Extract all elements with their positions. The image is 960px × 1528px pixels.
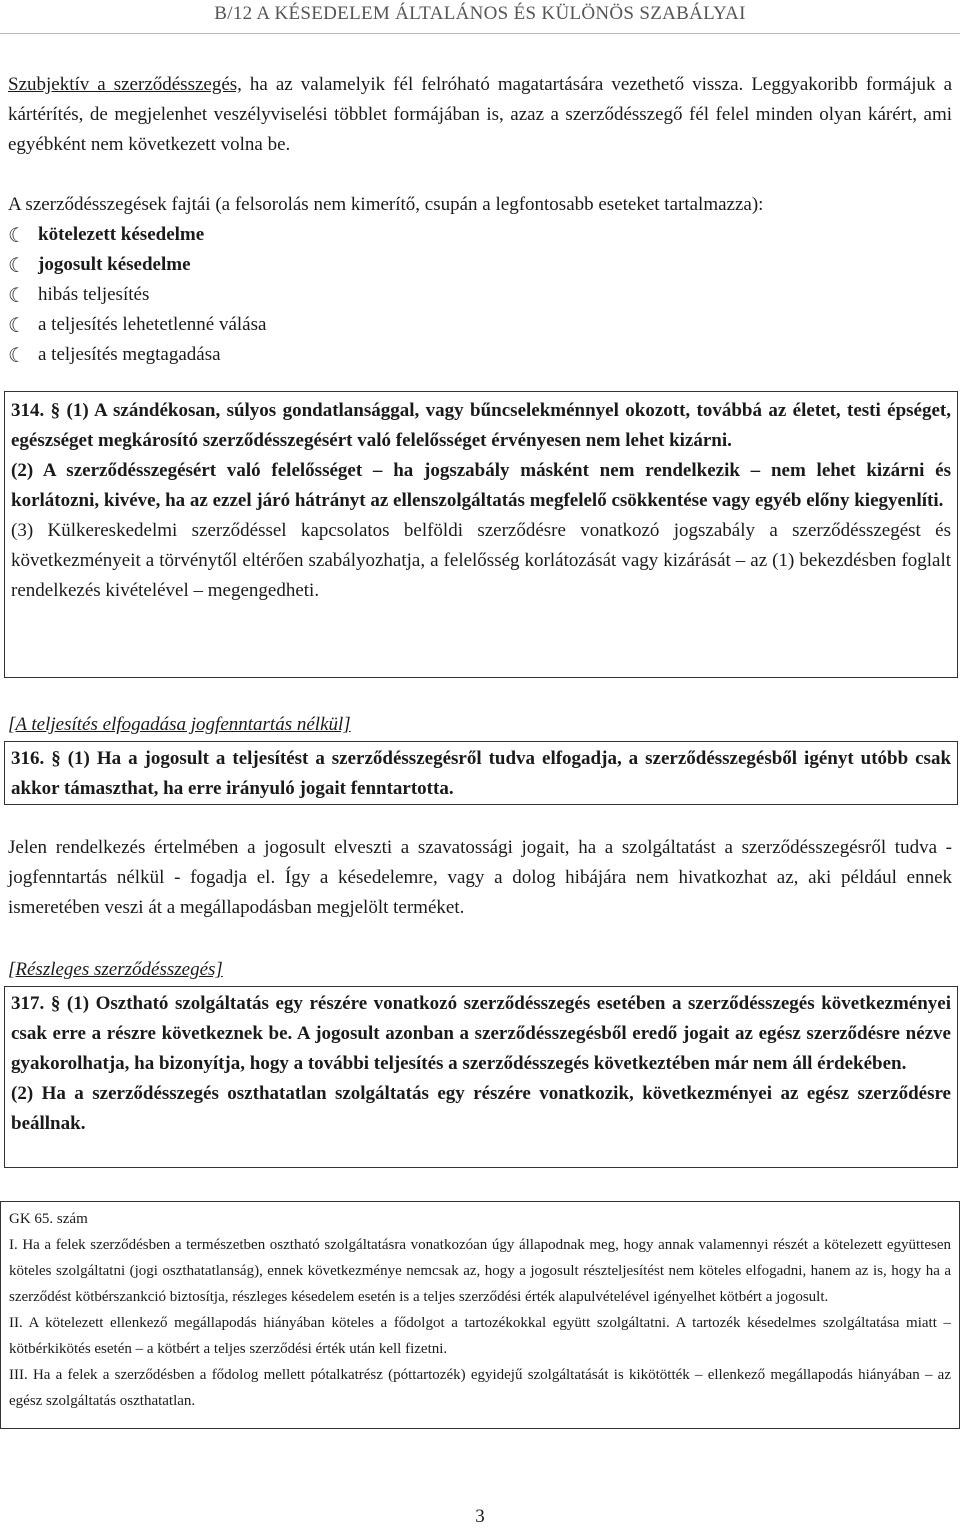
section-314-p2: (2) A szerződésszegésért való felelősséget – ha jogszabály másként nem rendelkezik – nem lehet kizárni és korlátozni, kivéve, ha az ezzel járó hátrányt az ellenszolgáltatás megfelelő csökkentése vagy egyéb előny kiegyenlíti. xyxy=(11,460,951,511)
section-314-box xyxy=(4,391,958,678)
list-item xyxy=(8,280,948,310)
section-sign: § xyxy=(51,748,61,769)
section-number: 316. xyxy=(11,748,45,769)
header-divider xyxy=(0,33,960,34)
intro-lead: Szubjektív a szerződésszegés, xyxy=(8,74,242,95)
section-316-p1: 316. § (1) Ha a jogosult a teljesítést a szerződésszegésről tudva elfogadja, a szerződésszegésből igényt utóbb csak akkor támaszthat, ha erre irányuló jogait fenntartotta. xyxy=(11,748,952,799)
types-list xyxy=(8,220,948,370)
list-item-label: a teljesítés megtagadása xyxy=(38,344,221,365)
gk-65-box xyxy=(0,1201,960,1429)
intro-text: ha az valamelyik fél felróható magatartására vezethető vissza. Leggyakoribb formájuk a kártérítés, de megjelenhet veszélyviselési többlet formájában is, azaz a szerződésszegő fél felel minden olyan kárért, ami egyébként nem következett volna be. xyxy=(8,74,952,155)
list-item xyxy=(8,220,948,250)
list-item xyxy=(8,250,948,280)
moon-bullet-icon: ☾ xyxy=(8,343,26,367)
list-item-label: hibás teljesítés xyxy=(38,284,150,305)
section-sign: § xyxy=(50,400,61,421)
intro-paragraph xyxy=(8,70,952,160)
list-item-label: kötelezett késedelme xyxy=(38,224,205,245)
section-317-box xyxy=(4,986,958,1168)
running-header: B/12 A KÉSEDELEM ÁLTALÁNOS ÉS KÜLÖNÖS SZABÁLYAI xyxy=(214,3,746,24)
gk-point-2: II. A kötelezett ellenkező megállapodás hiányában köteles a fődolgot a tartozékokkal együtt szolgáltatni. A tartozék késedelmes szolgáltatása miatt – kötbérkikötés esetén – a kötbért a teljes szerződési érték után kell fizetni. xyxy=(9,1315,951,1357)
moon-bullet-icon: ☾ xyxy=(8,283,26,307)
list-item-label: a teljesítés lehetetlenné válása xyxy=(38,314,267,335)
explanation-316: Jelen rendelkezés értelmében a jogosult elveszti a szavatossági jogait, ha a szolgáltatást a szerződésszegésről tudva - jogfenntartás nélkül - fogadja el. Így a késedelemre, vagy a dolog hibájára nem hivatkozhat az, aki például ennek ismeretében veszi át a megállapodásban megjelölt terméket. xyxy=(8,837,952,918)
list-item xyxy=(8,340,948,370)
section-316-box xyxy=(4,741,958,805)
moon-bullet-icon: ☾ xyxy=(8,253,26,277)
heading-316: [A teljesítés elfogadása jogfenntartás nélkül] xyxy=(8,714,351,735)
section-317-p1: 317. § (1) Osztható szolgáltatás egy részére vonatkozó szerződésszegés esetében a szerződésszegés következményei csak erre a részre következnek be. A jogosult azonban a szerződésszegésből eredő jogait az egész szerződésre nézve gyakorolhatja, ha bizonyítja, hogy a további teljesítés a szerződésszegés következtében már nem áll érdekében. xyxy=(11,993,951,1074)
section-sign: § xyxy=(50,993,61,1014)
section-314-p3: (3) Külkereskedelmi szerződéssel kapcsolatos belföldi szerződésre vonatkozó jogszabály a szerződésszegést és következményeit a törvénytől eltérően szabályozhatja, a felelősség korlátozását vagy kizárását – az (1) bekezdésben foglalt rendelkezés kivételével – megengedheti. xyxy=(11,520,951,601)
heading-317: [Részleges szerződésszegés] xyxy=(8,959,223,980)
moon-bullet-icon: ☾ xyxy=(8,223,26,247)
moon-bullet-icon: ☾ xyxy=(8,313,26,337)
gk-title: GK 65. szám xyxy=(9,1211,88,1227)
section-number: 314. xyxy=(11,400,45,421)
list-item-label: jogosult késedelme xyxy=(38,254,191,275)
section-314-p1: 314. § (1) A szándékosan, súlyos gondatlansággal, vagy bűncselekménnyel okozott, továbbá az életet, testi épséget, egészséget megkárosító szerződésszegésért való felelősséget érvényesen nem lehet kizárni. xyxy=(11,400,951,451)
gk-point-3: III. Ha a felek a szerződésben a fődolog mellett pótalkatrész (póttartozék) egyidejű szolgáltatását is kikötötték – ellenkező megállapodás hiányában – az egész szolgáltatás oszthatatlan. xyxy=(9,1367,951,1409)
page-number: 3 xyxy=(475,1506,485,1527)
section-number: 317. xyxy=(11,993,45,1014)
list-item xyxy=(8,310,948,340)
section-317-p2: (2) Ha a szerződésszegés oszthatatlan szolgáltatás egy részére vonatkozik, következményei az egész szerződésre beállnak. xyxy=(11,1083,951,1134)
gk-point-1: I. Ha a felek szerződésben a természetben osztható szolgáltatásra vonatkozóan úgy állapodnak meg, hogy annak valamennyi részét a kötelezett együttesen köteles szolgáltatni (jogi oszthatatlanság), ennek következménye nemcsak az, hogy a jogosult részteljesítést nem köteles elfogadni, hanem az is, hogy ha a szerződést kötbérszankció biztosítja, részleges késedelem esetén is a teljes szerződési érték alapulvételével igényelhet kötbért a jogosult. xyxy=(9,1237,951,1305)
types-intro: A szerződésszegések fajtái (a felsorolás nem kimerítő, csupán a legfontosabb eseteket tartalmazza): xyxy=(8,194,764,215)
